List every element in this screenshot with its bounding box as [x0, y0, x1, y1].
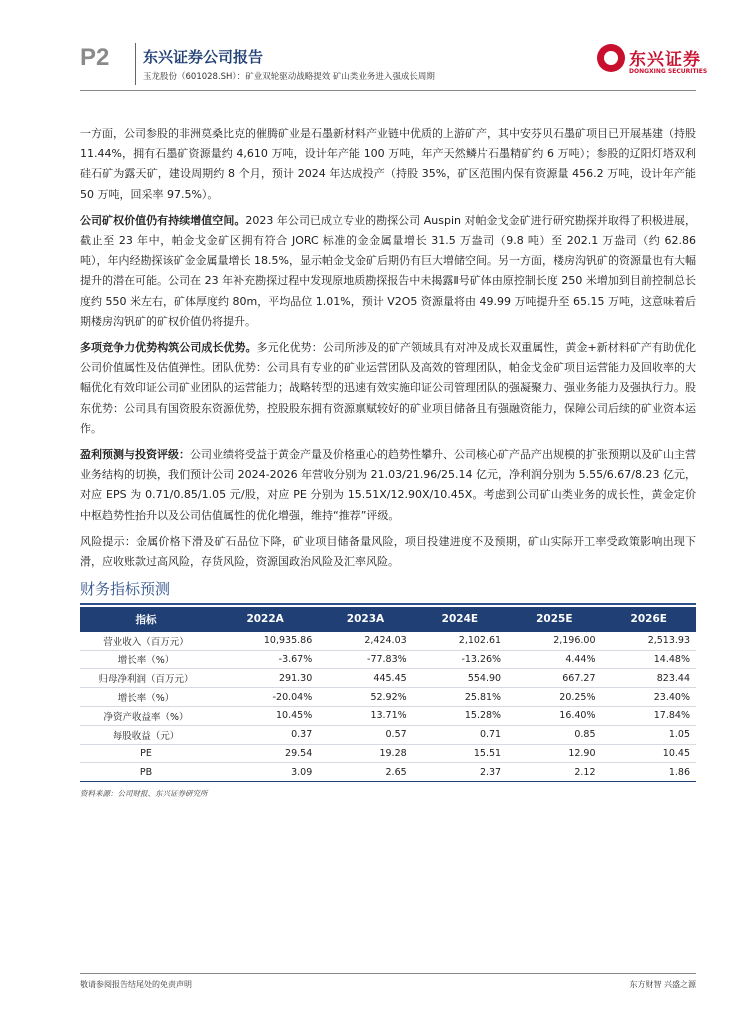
row-label: PB	[80, 763, 212, 782]
table-cell: 2,102.61	[413, 632, 507, 650]
table-cell: 16.40%	[507, 706, 601, 725]
row-label: PE	[80, 744, 212, 763]
table-cell: 29.54	[212, 744, 318, 763]
paragraph-lead: 盈利预测与投资评级：	[80, 448, 190, 462]
page-number: P2	[80, 44, 110, 71]
table-cell: -20.04%	[212, 688, 318, 707]
paragraph-competitiveness	[80, 338, 696, 439]
table-cell: 4.44%	[507, 650, 601, 669]
table-row	[80, 744, 696, 763]
table-cell: -13.26%	[413, 650, 507, 669]
table-cell: 0.37	[212, 725, 318, 744]
paragraph-text: 公司业绩将受益于黄金产量及价格重心的趋势性攀升、公司核心矿产品产出规模的扩张预期以及矿山主营业务结构的切换，我们预计公司 2024-2026 年营收分别为 21.03/21.96/25.14 亿元，净利润分别为 5.55/6.67/8.23 亿元，对应 EPS 为 0.71/0.85/1.05 元/股，对应 PE 分别为 15.51X/12.90X/10.45X。考虑到公司矿山类业务的成长性，黄金定价中枢趋势性抬升以及公司估值属性的优化增强，维持“推荐”评级。	[80, 448, 696, 522]
table-cell: 2,513.93	[602, 632, 696, 650]
table-cell: 0.71	[413, 725, 507, 744]
row-label: 每股收益（元）	[80, 725, 212, 744]
row-label: 净资产收益率（%）	[80, 706, 212, 725]
report-brand-title: 东兴证券公司报告	[143, 48, 264, 66]
table-cell: 25.81%	[413, 688, 507, 707]
paragraph-text: 一方面，公司参股的非洲莫桑比克的催腾矿业是石墨新材料产业链中优质的上游矿产，其中安芬贝石墨矿项目已开展基建（持股 11.44%，拥有石墨矿资源量约 4,610 万吨，设计年产能 100 万吨，年产天然鳞片石墨精矿约 6 万吨）；参股的辽阳灯塔双利硅石矿为露天矿，建设周期约 8 个月，预计 2024 年达成投产（持股 35%，矿区范围内保有资源量 456.2 万吨，设计年产能 50 万吨，回采率 97.5%）。	[80, 127, 696, 201]
row-label: 增长率（%）	[80, 688, 212, 707]
table-cell: 1.05	[602, 725, 696, 744]
footer-rule	[80, 973, 696, 974]
table-row	[80, 669, 696, 688]
paragraph-mining-rights	[80, 211, 696, 332]
column-header: 2022A	[212, 607, 318, 632]
table-header-row	[80, 607, 696, 632]
table-row	[80, 650, 696, 669]
table-cell: 10.45	[602, 744, 696, 763]
table-cell: 0.57	[318, 725, 412, 744]
table-cell: 2.12	[507, 763, 601, 782]
table-cell: 0.85	[507, 725, 601, 744]
table-source-note: 资料来源：公司财报、东兴证券研究所	[80, 789, 208, 799]
table-cell: 2.37	[413, 763, 507, 782]
table-cell: 2,196.00	[507, 632, 601, 650]
row-label: 增长率（%）	[80, 650, 212, 669]
table-cell: 13.71%	[318, 706, 412, 725]
table-cell: 14.48%	[602, 650, 696, 669]
column-header: 2023A	[318, 607, 412, 632]
header-rule	[80, 90, 696, 91]
table-cell: 667.27	[507, 669, 601, 688]
financial-table-title: 财务指标预测	[80, 580, 171, 599]
footer-disclaimer: 敬请参阅报告结尾处的免责声明	[80, 980, 192, 989]
table-cell: 15.28%	[413, 706, 507, 725]
table-row	[80, 688, 696, 707]
row-label: 营业收入（百万元）	[80, 632, 212, 650]
report-subtitle: 玉龙股份（601028.SH）：矿业双轮驱动战略提效 矿山类业务进入强成长周期	[143, 72, 435, 82]
column-header: 指标	[80, 607, 212, 632]
table-cell: 20.25%	[507, 688, 601, 707]
paragraph-graphite-projects	[80, 124, 696, 205]
paragraph-risk-warning	[80, 532, 696, 572]
table-row	[80, 725, 696, 744]
table-cell: 52.92%	[318, 688, 412, 707]
paragraph-lead: 多项竞争力优势构筑公司成长优势。	[80, 341, 257, 355]
footer-slogan: 东方财智 兴盛之源	[629, 980, 696, 989]
financial-forecast-table	[80, 607, 696, 782]
section-rule	[80, 603, 696, 605]
paragraph-forecast-rating	[80, 445, 696, 526]
row-label: 归母净利润（百万元）	[80, 669, 212, 688]
table-row	[80, 763, 696, 782]
table-cell: 15.51	[413, 744, 507, 763]
table-cell: 17.84%	[602, 706, 696, 725]
table-cell: 291.30	[212, 669, 318, 688]
column-header: 2024E	[413, 607, 507, 632]
table-cell: 2,424.03	[318, 632, 412, 650]
table-cell: 10,935.86	[212, 632, 318, 650]
table-cell: 445.45	[318, 669, 412, 688]
header-divider	[135, 43, 136, 85]
logo-text-en: DONGXING SECURITIES	[629, 68, 708, 75]
column-header: 2026E	[602, 607, 696, 632]
paragraph-text: 风险提示：金属价格下滑及矿石品位下降，矿业项目储备量风险，项目投建进度不及预期，矿山实际开工率受政策影响出现下滑，应收账款过高风险，存货风险，资源国政治风险及汇率风险。	[80, 534, 696, 569]
table-cell: 3.09	[212, 763, 318, 782]
table-cell: 12.90	[507, 744, 601, 763]
logo-text-cn: 东兴证券	[629, 50, 701, 70]
table-row	[80, 706, 696, 725]
table-cell: 554.90	[413, 669, 507, 688]
column-header: 2025E	[507, 607, 601, 632]
paragraph-text: 多元化优势：公司所涉及的矿产领域具有对冲及成长双重属性，黄金+新材料矿产有助优化公司价值属性及估值弹性。团队优势：公司具有专业的矿业运营团队及高效的管理团队，帕金戈金矿项目运营能力及回收率的大幅优化有效印证公司矿业团队的运营能力；战略转型的迅速有效实施印证公司管理团队的强凝聚力、强业务能力及强执行力。股东优势：公司具有国资股东资源优势，控股股东拥有资源禀赋较好的矿业项目储备且有强融资能力，保障公司后续的矿业资本运作。	[80, 341, 697, 435]
table-cell: -3.67%	[212, 650, 318, 669]
paragraph-text: 2023 年公司已成立专业的勘探公司 Auspin 对帕金戈金矿进行研究勘探并取得了积极进展，截止至 23 年中，帕金戈金矿区拥有符合 JORC 标准的金金属量增长 31.5 万盎司（9.8 吨）至 202.1 万盎司（约 62.86 吨），年内经勘探该矿金金属量增长 18.5%，显示帕金戈金矿后期仍有巨大增储空间。另一方面，楼房沟钒矿的资源量也有大幅提升的潜在可能。公司在 23 年补充勘探过程中发现原地质勘探报告中未揭露Ⅱ号矿体由原控制长度 250 米增加到目前控制总长度约 550 米左右，矿体厚度约 80m，平均品位 1.01%，预计 V2O5 资源量将由 49.99 万吨提升至 65.15 万吨，这意味着后期楼房沟钒矿的矿权价值仍将提升。	[80, 213, 696, 328]
company-logo	[597, 44, 708, 84]
paragraph-lead: 公司矿权价值仍有持续增值空间。	[80, 213, 246, 227]
table-cell: 23.40%	[602, 688, 696, 707]
table-row	[80, 632, 696, 650]
report-body	[80, 124, 696, 799]
table-cell: -77.83%	[318, 650, 412, 669]
table-cell: 19.28	[318, 744, 412, 763]
table-cell: 2.65	[318, 763, 412, 782]
table-cell: 823.44	[602, 669, 696, 688]
logo-mark-icon	[597, 44, 625, 72]
table-cell: 1.86	[602, 763, 696, 782]
table-cell: 10.45%	[212, 706, 318, 725]
